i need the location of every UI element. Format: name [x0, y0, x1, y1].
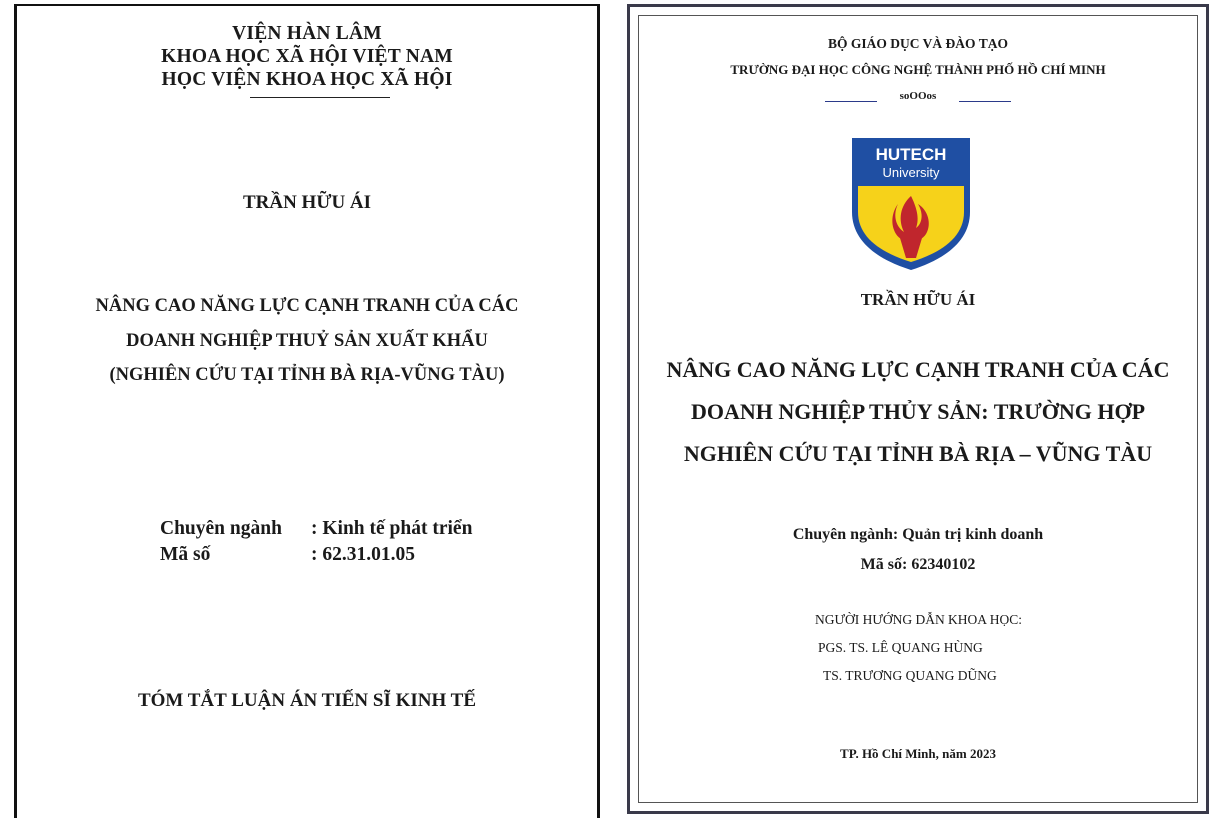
- right-cover-page: [627, 4, 1209, 814]
- institution-line-1: VIỆN HÀN LÂM: [232, 23, 382, 44]
- code-value: : 62.31.01.05: [311, 544, 415, 565]
- place-date: TP. Hồ Chí Minh, năm 2023: [840, 746, 996, 761]
- ornament-right-line: [959, 101, 1011, 102]
- code-right: Mã số: 62340102: [860, 556, 976, 573]
- thesis-title-right-line-2: DOANH NGHIỆP THỦY SẢN: TRƯỜNG HỢP: [690, 399, 1146, 424]
- document-type: TÓM TẮT LUẬN ÁN TIẾN SĨ KINH TẾ: [137, 690, 477, 711]
- institution-line-2: KHOA HỌC XÃ HỘI VIỆT NAM: [161, 46, 453, 67]
- major-label: Chuyên ngành: [160, 518, 282, 539]
- header-divider: [250, 97, 390, 98]
- hutech-logo: [848, 134, 974, 274]
- ornament: soOOos: [899, 90, 937, 102]
- thesis-title-line-2: DOANH NGHIỆP THUỶ SẢN XUẤT KHẨU: [126, 331, 488, 351]
- logo-text-hutech: HUTECH: [875, 145, 947, 164]
- institution-line-3: HỌC VIỆN KHOA HỌC XÃ HỘI: [161, 69, 453, 90]
- advisor-1: PGS. TS. LÊ QUANG HÙNG: [818, 640, 983, 655]
- advisor-label: NGƯỜI HƯỚNG DẪN KHOA HỌC:: [815, 612, 1022, 627]
- logo-text-university: University: [882, 165, 940, 180]
- ministry-name: BỘ GIÁO DỤC VÀ ĐÀO TẠO: [828, 36, 1008, 51]
- major-right: Chuyên ngành: Quản trị kinh doanh: [792, 526, 1044, 543]
- author-name-right: TRẦN HỮU ÁI: [860, 290, 976, 309]
- left-cover-page: [14, 4, 600, 818]
- thesis-title-line-1: NÂNG CAO NĂNG LỰC CẠNH TRANH CỦA CÁC: [95, 296, 519, 316]
- advisor-2: TS. TRƯƠNG QUANG DŨNG: [823, 668, 997, 683]
- author-name: TRẦN HỮU ÁI: [242, 192, 372, 213]
- thesis-title-right-line-3: NGHIÊN CỨU TẠI TỈNH BÀ RỊA – VŨNG TÀU: [683, 441, 1153, 466]
- thesis-title-right-line-1: NÂNG CAO NĂNG LỰC CẠNH TRANH CỦA CÁC: [666, 357, 1170, 382]
- major-value: : Kinh tế phát triển: [311, 518, 473, 539]
- code-label: Mã số: [160, 544, 211, 565]
- university-name: TRƯỜNG ĐẠI HỌC CÔNG NGHỆ THÀNH PHỐ HỒ CHÍ MINH: [730, 62, 1106, 77]
- thesis-title-line-3: (NGHIÊN CỨU TẠI TỈNH BÀ RỊA-VŨNG TÀU): [109, 365, 505, 385]
